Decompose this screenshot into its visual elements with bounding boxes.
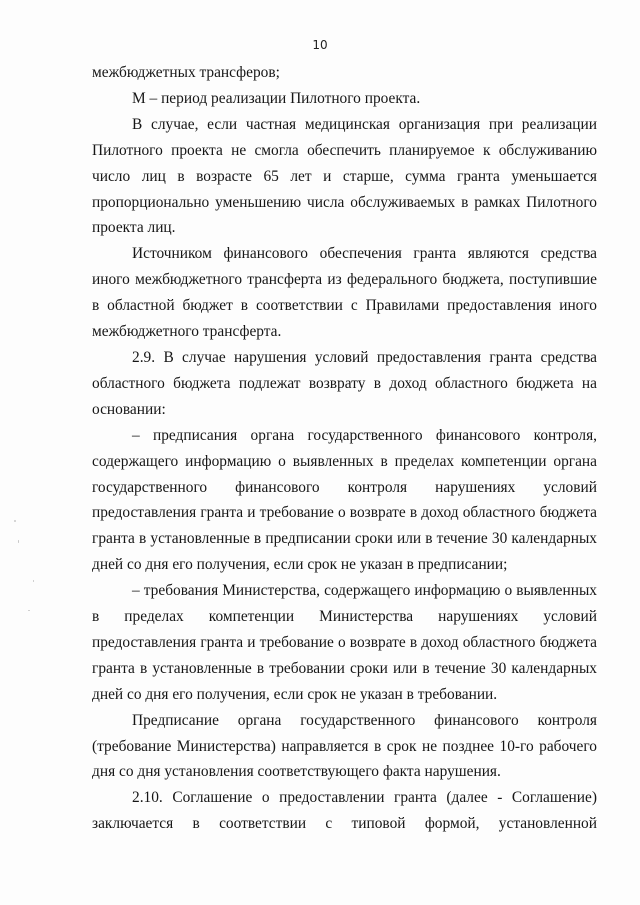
paragraph: межбюджетных трансферов; [92, 64, 280, 81]
paragraph: М – период реализации Пилотного проекта. [132, 89, 421, 107]
page-number: 10 [312, 38, 328, 52]
scan-artifact [18, 540, 19, 543]
paragraph: – предписания органа государственного финансового контроля, содержащего информацию о выявленных в пределах компетенции органа государственного финансового контроля нарушениях условий предоставления гранта и требование о возврате в доход областного бюджета гранта в установленные в предписании сроки или в течение 30 календарных дней со дня его получения, если срок не указан в предписании; [92, 426, 597, 574]
paragraph: – требования Министерства, содержащего информацию о выявленных в пределах компетенции Министерства нарушениях условий предоставления гранта и требование о возврате в доход областного бюджета гранта в установленные в требовании сроки или в течение 30 календарных дней со дня его получения, если срок не указан в требовании. [92, 582, 597, 703]
paragraph: В случае, если частная медицинская организация при реализации Пилотного проекта не смогла обеспечить планируемое к обслуживанию число лиц в возрасте 65 лет и старше, сумма гранта уменьшается пропорционально уменьшению числа обслуживаемых в рамках Пилотного проекта лиц. [92, 115, 597, 237]
paragraph: Источником финансового обеспечения гранта являются средства иного межбюджетного трансферта из федерального бюджета, поступившие в областной бюджет в соответствии с Правилами предоставления иного межбюджетного трансферта. [92, 245, 597, 341]
scan-artifact [14, 520, 16, 522]
paragraph: Предписание органа государственного финансового контроля (требование Министерства) направляется в срок не позднее 10-го рабочего дня со дня установления соответствующего факта нарушения. [92, 711, 597, 781]
paragraph: 2.9. В случае нарушения условий предоставления гранта средства областного бюджета подлежат возврату в доход областного бюджета на основании: [92, 348, 597, 418]
scan-artifact [28, 610, 30, 611]
document-body [92, 60, 597, 837]
scan-artifact [33, 580, 34, 582]
paragraph: 2.10. Соглашение о предоставлении гранта (далее - Соглашение) заключается в соответствии с типовой формой, установленной [92, 789, 597, 833]
